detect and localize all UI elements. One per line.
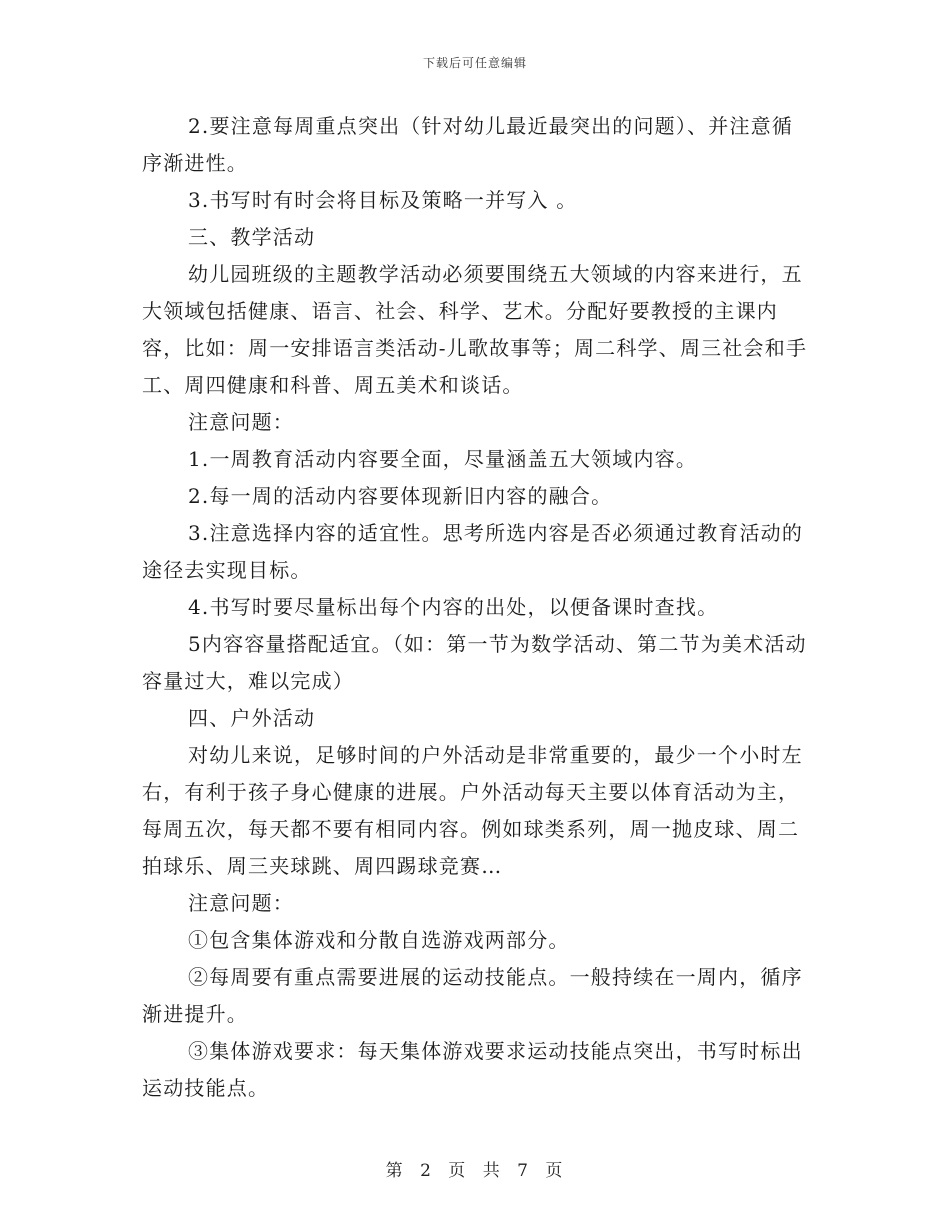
- list-item: ②每周要有重点需要进展的运动技能点。一般持续在一周内，循序渐进提升。: [142, 965, 803, 1026]
- subheading: 注意问题：: [188, 410, 294, 434]
- list-item: ③集体游戏要求：每天集体游戏要求运动技能点突出，书写时标出运动技能点。: [142, 1039, 803, 1100]
- page-footer: 第 2 页 共 7 页: [385, 1161, 565, 1181]
- section-heading: 四、户外活动: [188, 706, 316, 730]
- page-header: 下载后可任意编辑: [422, 56, 527, 70]
- list-item: 5内容容量搭配适宜。（如：第一节为数学活动、第二节为美术活动容量过大，难以完成）: [142, 632, 807, 693]
- list-item: 4.书写时要尽量标出每个内容的出处，以便备课时查找。: [188, 595, 719, 619]
- list-item: 1.一周教育活动内容要全面，尽量涵盖五大领域内容。: [188, 447, 698, 471]
- list-item: 3.注意选择内容的适宜性。思考所选内容是否必须通过教育活动的途径去实现目标。: [142, 521, 804, 582]
- subheading: 注意问题：: [188, 891, 294, 915]
- section-heading: 三、教学活动: [188, 225, 316, 249]
- paragraph: 幼儿园班级的主题教学活动必须要围绕五大领域的内容来进行，五大领域包括健康、语言、社会、科学、艺术。分配好要教授的主课内容，比如：周一安排语言类活动-儿歌故事等；周二科学、周三社会和手工、周四健康和科普、周五美术和谈话。: [142, 262, 808, 397]
- document-body: [142, 108, 812, 1107]
- paragraph: 2.要注意每周重点突出（针对幼儿最近最突出的问题）、并注意循序渐进性。: [142, 114, 794, 175]
- paragraph: 对幼儿来说，足够时间的户外活动是非常重要的，最少一个小时左右，有利于孩子身心健康的进展。户外活动每天主要以体育活动为主，每周五次，每天都不要有相同内容。例如球类系列，周一抛皮球、周二拍球乐、周三夹球跳、周四踢球竞赛…: [142, 743, 803, 878]
- list-item: ①包含集体游戏和分散自选游戏两部分。: [188, 928, 570, 952]
- list-item: 2.每一周的活动内容要体现新旧内容的融合。: [188, 484, 613, 508]
- paragraph: 3.书写时有时会将目标及策略一并写入 。: [188, 188, 578, 212]
